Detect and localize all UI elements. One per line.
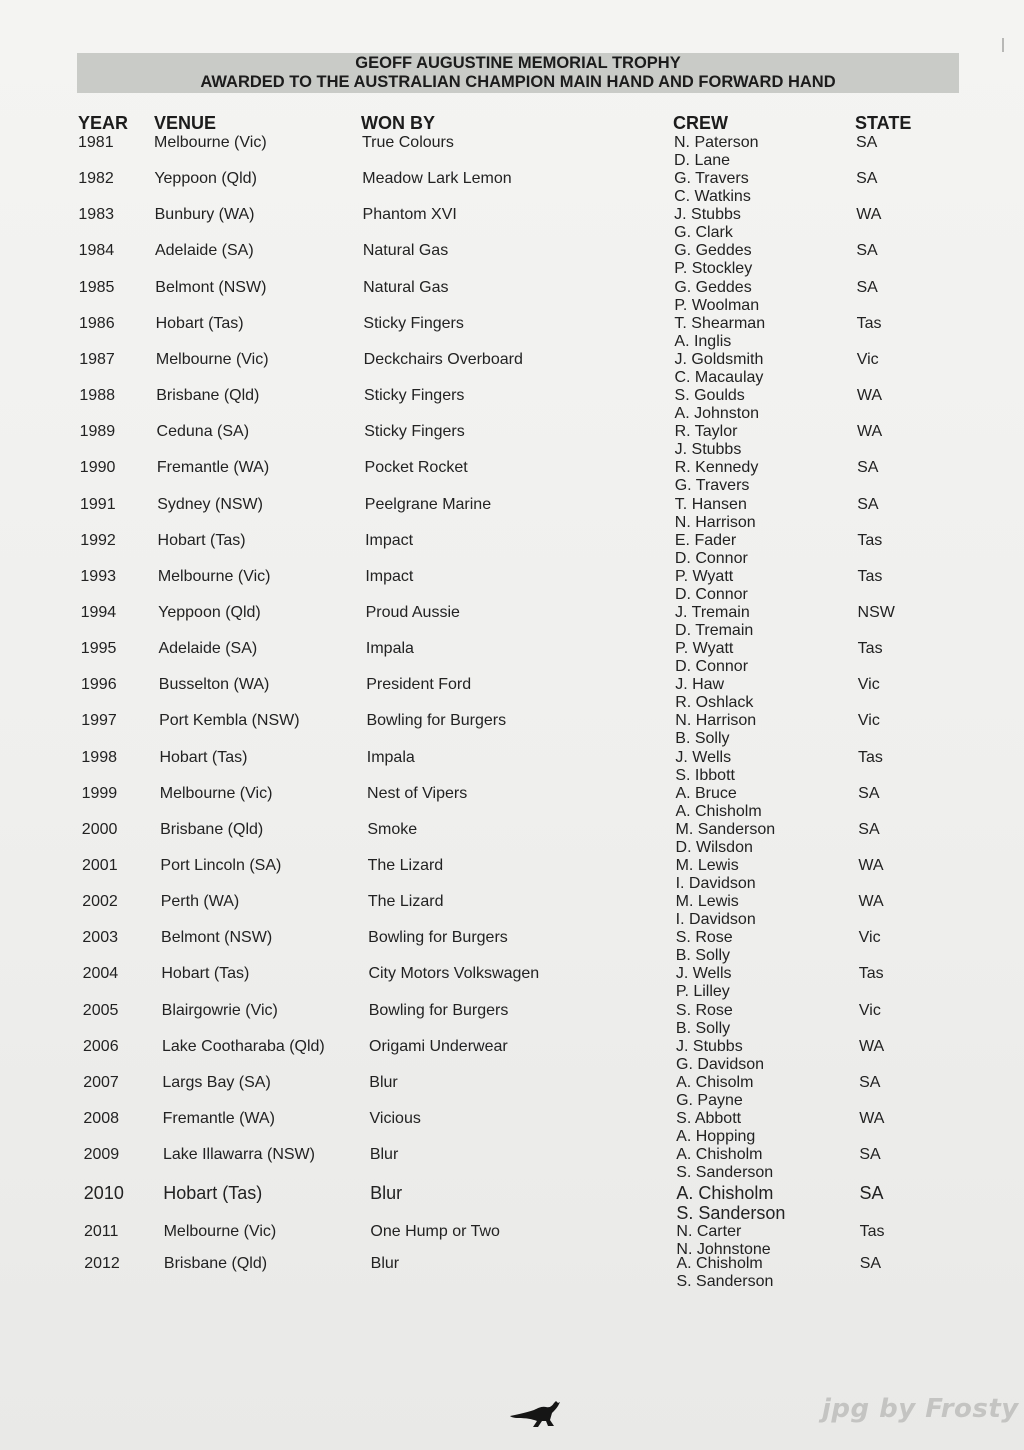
won-by-cell: President Ford [366, 676, 472, 694]
crew-member: A. Inglis [674, 332, 732, 350]
venue-cell: Lake Illawarra (NSW) [162, 1146, 315, 1164]
crew-member: M. Lewis [675, 893, 739, 911]
state-cell: Tas [857, 640, 883, 658]
state-cell: SA [859, 1073, 881, 1091]
won-by-cell: Pocket Rocket [364, 459, 468, 477]
state-cell: SA [859, 1183, 884, 1204]
crew-member: D. Connor [675, 658, 749, 676]
year-cell: 1995 [80, 640, 117, 658]
won-by-cell: Smoke [367, 820, 418, 838]
crew-member: P. Stockley [674, 260, 753, 278]
crew-member: S. Rose [675, 929, 733, 947]
won-by-cell: The Lizard [367, 857, 444, 874]
crew-member: N. Paterson [674, 134, 759, 151]
crew-cell [674, 279, 759, 315]
state-cell: SA [858, 784, 880, 802]
crew-member: A. Chisholm [676, 1254, 763, 1272]
crew-member: D. Wilsdon [675, 838, 753, 856]
venue-cell: Hobart (Tas) [159, 748, 248, 766]
year-cell: 1992 [80, 531, 116, 549]
table-row [0, 568, 1024, 608]
table-row [0, 170, 1024, 210]
crew-member: S. Abbott [676, 1110, 742, 1128]
venue-cell: Melbourne (Vic) [155, 350, 269, 368]
table-row [0, 712, 1024, 752]
crew-member: R. Oshlack [675, 694, 754, 712]
crew-member: I. Davidson [675, 875, 756, 892]
title-line-1: GEOFF AUGUSTINE MEMORIAL TROPHY [355, 54, 681, 72]
year-cell: 2005 [82, 1001, 119, 1019]
crew-member: D. Connor [674, 549, 748, 567]
state-cell: WA [856, 423, 883, 441]
crew-member: S. Sanderson [676, 1272, 774, 1290]
year-cell: 1987 [79, 350, 115, 368]
title-banner [77, 53, 959, 93]
venue-cell: Bunbury (WA) [154, 206, 255, 224]
crew-member: D. Connor [674, 585, 748, 603]
venue-cell: Melbourne (Vic) [154, 134, 267, 151]
year-cell: 1998 [81, 748, 117, 766]
table-row [0, 640, 1024, 680]
crew-cell [675, 749, 735, 785]
table-row [0, 929, 1024, 969]
venue-cell: Lake Cootharaba (Qld) [162, 1037, 325, 1055]
state-cell: Vic [857, 676, 880, 694]
won-by-cell: True Colours [362, 134, 454, 151]
won-by-cell: Nest of Vipers [367, 784, 468, 802]
venue-cell: Sydney (NSW) [157, 495, 263, 513]
watermark-text: jpg by Frosty [822, 1394, 1019, 1424]
venue-cell: Belmont (NSW) [155, 278, 267, 296]
crew-member: A. Johnston [674, 405, 760, 423]
won-by-cell: Natural Gas [362, 242, 449, 260]
crew-cell [676, 857, 756, 893]
crew-cell [675, 496, 756, 532]
crew-member: P. Wyatt [675, 640, 734, 658]
crew-member: N. Harrison [674, 513, 756, 531]
table-row [0, 604, 1024, 644]
year-cell: 2008 [83, 1110, 119, 1128]
crew-member: M. Lewis [675, 857, 739, 874]
crew-cell [676, 893, 756, 929]
won-by-cell: Meadow Lark Lemon [362, 170, 512, 188]
crew-member: S. Ibbott [675, 766, 735, 784]
state-cell: SA [856, 242, 878, 260]
table-row [0, 676, 1024, 716]
venue-cell: Largs Bay (SA) [162, 1073, 271, 1091]
table-row [0, 423, 1024, 463]
venue-cell: Hobart (Tas) [163, 1183, 263, 1204]
venue-cell: Hobart (Tas) [157, 531, 246, 549]
crew-member: G. Travers [674, 477, 750, 495]
won-by-cell: One Hump or Two [370, 1222, 500, 1240]
venue-cell: Melbourne (Vic) [159, 784, 273, 802]
table-row [0, 749, 1024, 789]
state-cell: Vic [858, 1001, 881, 1019]
won-by-cell: Blur [370, 1183, 403, 1204]
year-cell: 1982 [78, 170, 114, 188]
year-cell: 2004 [82, 965, 119, 983]
venue-cell: Brisbane (Qld) [163, 1254, 268, 1272]
won-by-cell: Blur [370, 1254, 400, 1272]
year-cell: 1991 [80, 495, 116, 513]
year-cell: 1989 [79, 423, 116, 441]
state-cell: WA [858, 893, 884, 911]
state-cell: Tas [858, 748, 883, 766]
crew-cell [675, 676, 753, 712]
venue-cell: Brisbane (Qld) [156, 387, 260, 405]
column-header-state: STATE [855, 113, 912, 133]
state-cell: SA [857, 459, 879, 477]
state-cell: WA [856, 387, 883, 405]
state-cell: WA [856, 206, 882, 224]
crew-cell [674, 315, 765, 351]
crew-member: A. Bruce [675, 784, 737, 802]
crew-member: T. Shearman [674, 314, 766, 332]
year-cell: 1996 [81, 676, 117, 694]
crew-member: J. Wells [675, 965, 732, 983]
crew-cell [676, 1184, 785, 1223]
crew-member: A. Chisholm [676, 1183, 774, 1204]
won-by-cell: Proud Aussie [365, 603, 460, 621]
crew-member: N. Johnstone [676, 1240, 771, 1258]
year-cell: 2007 [83, 1073, 119, 1091]
state-cell: Tas [857, 567, 883, 585]
venue-cell: Yeppoon (Qld) [158, 603, 261, 621]
table-row [0, 387, 1024, 427]
crew-member: I. Davidson [675, 911, 756, 929]
crew-cell [675, 604, 753, 640]
venue-cell: Fremantle (WA) [162, 1110, 275, 1128]
year-cell: 2002 [82, 893, 118, 911]
won-by-cell: Vicious [369, 1110, 421, 1128]
state-cell: Vic [858, 929, 881, 947]
won-by-cell: Impala [366, 748, 415, 766]
crew-cell [676, 1255, 773, 1291]
crew-member: N. Carter [676, 1222, 742, 1240]
won-by-cell: Sticky Fingers [364, 423, 465, 441]
venue-cell: Hobart (Tas) [155, 314, 244, 332]
table-row [0, 532, 1024, 572]
edge-mark [1002, 38, 1004, 52]
won-by-cell: Bowling for Burgers [368, 929, 508, 947]
table-row [0, 1255, 1024, 1295]
table-row [0, 1146, 1024, 1186]
crew-member: B. Solly [675, 730, 730, 748]
venue-cell: Melbourne (Vic) [157, 567, 271, 585]
won-by-cell: Blur [369, 1146, 399, 1164]
won-by-cell: Impact [365, 567, 414, 585]
crew-cell [674, 170, 751, 206]
crew-member: J. Haw [675, 676, 725, 694]
year-cell: 2000 [81, 820, 118, 838]
crew-cell [675, 568, 748, 604]
year-cell: 1986 [79, 314, 115, 332]
state-cell: WA [858, 857, 884, 874]
crew-member: G. Clark [674, 224, 733, 242]
crew-member: S. Goulds [674, 387, 745, 405]
crew-member: E. Fader [674, 531, 737, 549]
year-cell: 2010 [83, 1183, 124, 1204]
crew-member: M. Sanderson [675, 820, 776, 838]
crew-cell [675, 712, 756, 748]
table-row [0, 279, 1024, 319]
table-row [0, 242, 1024, 282]
state-cell: Tas [858, 965, 884, 983]
year-cell: 2012 [84, 1254, 120, 1272]
state-cell: NSW [857, 603, 895, 621]
crew-cell [674, 351, 763, 387]
crew-member: N. Harrison [675, 712, 757, 730]
crew-member: J. Goldsmith [674, 350, 764, 368]
crew-cell [675, 423, 742, 459]
year-cell: 1981 [78, 134, 114, 151]
won-by-cell: Bowling for Burgers [366, 712, 507, 730]
crew-member: P. Lilley [675, 983, 730, 1001]
crew-cell [676, 965, 732, 1001]
crew-cell [676, 1002, 733, 1038]
crew-cell [676, 1110, 755, 1146]
column-header-won-by: WON BY [361, 113, 435, 133]
venue-cell: Ceduna (SA) [156, 423, 250, 441]
won-by-cell: Deckchairs Overboard [363, 350, 523, 368]
kangaroo-icon [506, 1394, 566, 1434]
crew-cell [676, 1038, 764, 1074]
venue-cell: Fremantle (WA) [156, 459, 270, 477]
table-row [0, 206, 1024, 246]
venue-cell: Melbourne (Vic) [163, 1222, 277, 1240]
column-header-year: YEAR [78, 113, 129, 133]
crew-cell [674, 134, 758, 170]
state-cell: SA [857, 495, 879, 513]
year-cell: 1988 [79, 387, 115, 405]
crew-member: A. Hopping [676, 1128, 756, 1146]
crew-cell [674, 206, 741, 242]
crew-member: J. Wells [675, 748, 732, 766]
year-cell: 1990 [79, 459, 116, 477]
state-cell: SA [856, 170, 878, 188]
table-row [0, 1110, 1024, 1150]
crew-member: A. Chisholm [675, 802, 762, 820]
won-by-cell: Bowling for Burgers [368, 1001, 509, 1019]
year-cell: 1993 [80, 567, 116, 585]
won-by-cell: City Motors Volkswagen [368, 965, 540, 983]
table-row [0, 496, 1024, 536]
crew-member: R. Kennedy [674, 459, 759, 477]
won-by-cell: Blur [369, 1073, 398, 1091]
year-cell: 2011 [84, 1222, 119, 1240]
crew-cell [676, 821, 776, 857]
venue-cell: Port Kembla (NSW) [159, 712, 300, 730]
year-cell: 1983 [78, 206, 114, 224]
crew-member: R. Taylor [674, 423, 738, 441]
year-cell: 1994 [80, 603, 117, 621]
column-header-crew: CREW [673, 113, 728, 133]
column-header-venue: VENUE [154, 113, 217, 133]
crew-member: G. Travers [674, 170, 749, 188]
table-row [0, 1038, 1024, 1078]
venue-cell: Brisbane (Qld) [160, 820, 264, 838]
venue-cell: Perth (WA) [160, 893, 240, 911]
state-cell: Vic [857, 712, 880, 730]
won-by-cell: Sticky Fingers [363, 314, 464, 332]
table-row [0, 134, 1024, 174]
year-cell: 1997 [81, 712, 117, 730]
year-cell: 2003 [82, 929, 118, 947]
table-row [0, 785, 1024, 825]
year-cell: 2001 [82, 857, 118, 874]
crew-member: J. Stubbs [676, 1037, 743, 1055]
crew-member: G. Geddes [674, 278, 752, 296]
venue-cell: Adelaide (SA) [158, 640, 258, 658]
crew-member: J. Tremain [675, 603, 750, 621]
crew-member: G. Payne [676, 1091, 743, 1109]
crew-cell [676, 1074, 753, 1110]
venue-cell: Port Lincoln (SA) [160, 857, 282, 874]
crew-member: G. Davidson [676, 1055, 765, 1073]
won-by-cell: Phantom XVI [362, 206, 457, 224]
table-row [0, 821, 1024, 861]
crew-member: P. Woolman [674, 296, 760, 314]
state-cell: Tas [859, 1222, 885, 1240]
table-row [0, 893, 1024, 933]
venue-cell: Blairgowrie (Vic) [161, 1001, 278, 1019]
year-cell: 1999 [81, 784, 118, 802]
table-row [0, 1074, 1024, 1114]
venue-cell: Belmont (NSW) [161, 929, 273, 947]
state-cell: SA [859, 1146, 881, 1164]
crew-member: T. Hansen [674, 495, 747, 513]
crew-member: S. Sanderson [676, 1202, 786, 1223]
year-cell: 2006 [83, 1037, 119, 1055]
won-by-cell: Origami Underwear [369, 1037, 508, 1055]
crew-member: C. Watkins [674, 188, 751, 206]
crew-cell [676, 929, 733, 965]
crew-member: A. Chisholm [676, 1146, 763, 1164]
state-cell: Tas [857, 531, 883, 549]
crew-cell [675, 640, 748, 676]
crew-cell [675, 387, 760, 423]
crew-member: B. Solly [675, 1019, 731, 1037]
table-row [0, 1002, 1024, 1042]
crew-member: D. Tremain [675, 621, 754, 639]
crew-member: G. Geddes [674, 242, 752, 260]
won-by-cell: Peelgrane Marine [364, 495, 492, 513]
won-by-cell: The Lizard [367, 893, 444, 911]
state-cell: SA [859, 1254, 882, 1272]
year-cell: 1985 [78, 278, 115, 296]
crew-member: J. Stubbs [674, 206, 741, 224]
crew-cell [675, 532, 748, 568]
venue-cell: Busselton (WA) [158, 676, 270, 694]
crew-member: P. Wyatt [674, 567, 734, 585]
crew-cell [676, 1146, 773, 1182]
table-row [0, 1184, 1024, 1224]
crew-member: D. Lane [674, 152, 731, 169]
state-cell: WA [859, 1037, 885, 1055]
table-row [0, 315, 1024, 355]
state-cell: Vic [856, 350, 879, 368]
crew-member: S. Sanderson [676, 1164, 774, 1182]
crew-member: S. Rose [675, 1001, 733, 1019]
state-cell: SA [858, 820, 880, 838]
crew-cell [675, 785, 761, 821]
state-cell: Tas [856, 314, 882, 332]
venue-cell: Adelaide (SA) [154, 242, 254, 260]
state-cell: WA [859, 1110, 885, 1128]
table-row [0, 459, 1024, 499]
crew-member: C. Macaulay [674, 368, 764, 386]
crew-cell [675, 459, 759, 495]
won-by-cell: Sticky Fingers [363, 387, 465, 405]
year-cell: 1984 [78, 242, 115, 260]
venue-cell: Hobart (Tas) [161, 965, 250, 983]
crew-member: B. Solly [675, 947, 730, 965]
crew-member: A. Chisolm [676, 1073, 754, 1091]
venue-cell: Yeppoon (Qld) [154, 170, 257, 188]
won-by-cell: Impala [365, 640, 414, 658]
state-cell: SA [856, 134, 878, 151]
won-by-cell: Natural Gas [363, 278, 449, 296]
crew-cell [674, 242, 752, 278]
year-cell: 2009 [83, 1146, 120, 1164]
table-row [0, 857, 1024, 897]
crew-member: J. Stubbs [674, 441, 742, 459]
title-line-2: AWARDED TO THE AUSTRALIAN CHAMPION MAIN HAND AND FORWARD HAND [200, 73, 836, 91]
won-by-cell: Impact [365, 531, 414, 549]
table-row [0, 351, 1024, 391]
state-cell: SA [856, 278, 878, 296]
crew-cell [676, 1223, 770, 1259]
table-row [0, 965, 1024, 1005]
